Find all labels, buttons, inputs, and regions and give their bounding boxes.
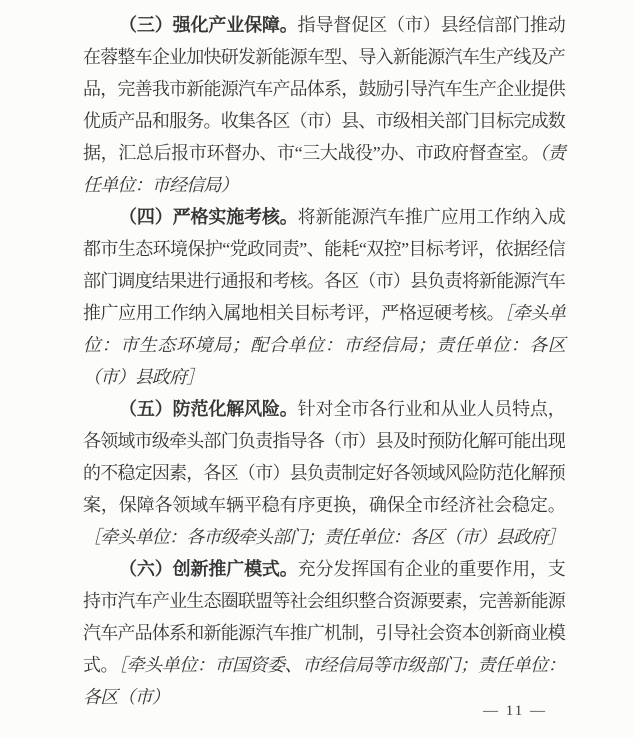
text-segment-bold: （五）防范化解风险。 <box>119 399 298 419</box>
text-segment-bold: （六）创新推广模式。 <box>119 559 298 579</box>
paragraph <box>83 393 565 553</box>
text-segment-bold: （三）强化产业保障。 <box>119 15 298 35</box>
paragraph <box>83 201 565 393</box>
text-segment-bold: （四）严格实施考核。 <box>119 207 298 227</box>
paragraph <box>83 9 565 201</box>
text-segment-normal: 指导督促区（市）县经信部门推动在蓉整车企业加快研发新能源车型、导入新能源汽车生产线及产品，完善我市新能源汽车产品体系，鼓励引导汽车生产企业提供优质产品和服务。收集各区（市）县、市级相关部门目标完成数据，汇总后报市环督办、市“三大战役”办、市政府督查室。 <box>83 15 566 163</box>
document-body <box>83 9 565 713</box>
text-segment-normal: 将新能源汽车推广应用工作纳入成都市生态环境保护“党政同责”、能耗“双控”目标考评，依据经信部门调度结果进行通报和考核。各区（市）县负责将新能源汽车推广应用工作纳入属地相关目标考评，严格逗硬考核。 <box>83 207 566 323</box>
text-segment-kai: ［牵头单位：市国资委、市经信局等市级部门；责任单位：各区（市） <box>83 655 566 707</box>
page-number: — 11 — <box>483 703 547 719</box>
text-segment-kai: （责任单位：市经信局） <box>83 143 565 195</box>
paragraph <box>83 553 565 713</box>
text-segment-normal: 充分发挥国有企业的重要作用，支持市汽车产业生态圈联盟等社会组织整合资源要素，完善新能源汽车产品体系和新能源汽车推广机制，引导社会资本创新商业模式。 <box>83 559 566 675</box>
text-segment-normal: 针对全市各行业和从业人员特点，各领域市级牵头部门负责指导各（市）县及时预防化解可能出现的不稳定因素，各区（市）县负责制定好各领域风险防范化解预案，保障各领域车辆平稳有序更换，确保全市经济社会稳定。 <box>83 399 566 515</box>
text-segment-kai: ［牵头单位：市生态环境局；配合单位：市经信局；责任单位：各区（市）县政府］ <box>83 303 565 387</box>
text-segment-kai: ［牵头单位：各市级牵头部门；责任单位：各区（市）县政府］ <box>83 527 565 547</box>
